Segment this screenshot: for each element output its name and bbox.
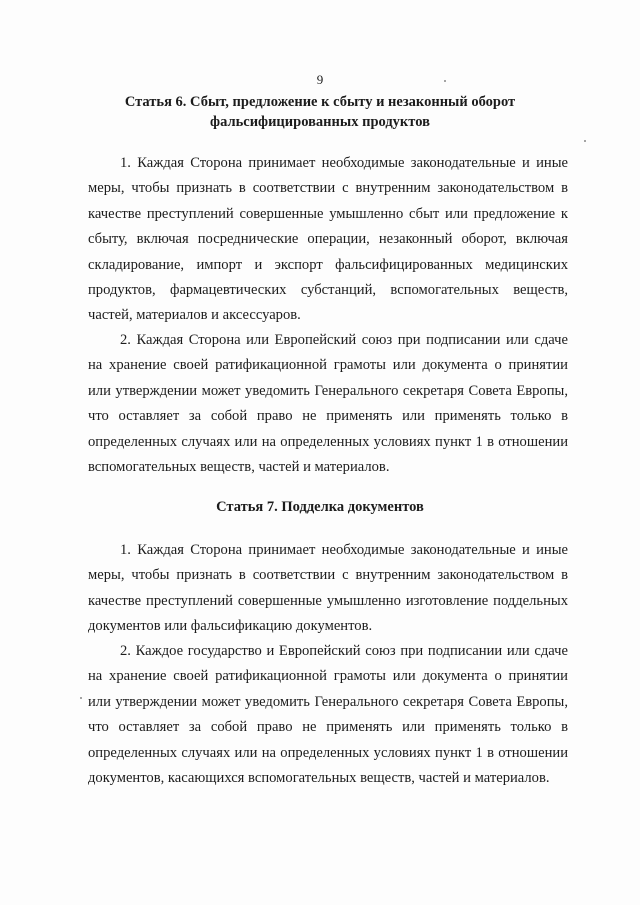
article-7-heading — [0, 497, 640, 517]
article-7-title: Статья 7. Подделка документов — [216, 499, 424, 515]
article-6-paragraph-1: 1. Каждая Сторона принимает необходимые законодательные и иные меры, чтобы признать в соответствии с внутренним законодательством в качестве преступлений совершенные умышленно сбыт или предложение к сбыту, включая посреднические операции, незаконный оборот, включая складирование, импорт и экспорт фальсифицированных медицинских продуктов, фармацевтических субстанций, вспомогательных веществ, частей, материалов и аксессуаров. — [88, 155, 568, 324]
article-6-heading — [0, 92, 640, 132]
article-7-paragraph-1: 1. Каждая Сторона принимает необходимые законодательные и иные меры, чтобы признать в соответствии с внутренним законодательством в качестве преступлений совершенные умышленно изготовление поддельных документов или фальсификацию документов. — [88, 542, 568, 635]
scan-speck — [444, 80, 446, 82]
scan-speck — [80, 697, 82, 699]
scan-speck — [584, 140, 586, 142]
article-7-paragraph-2: 2. Каждое государство и Европейский союз при подписании или сдаче на хранение своей ратификационной грамоты или документа о принятии или утверждении может уведомить Генерального секретаря Совета Европы, что оставляет за собой право не применять или применять только в определенных случаях или на определенных условиях пункт 1 в отношении документов, касающихся вспомогательных веществ, частей и материалов. — [88, 643, 568, 787]
article-6-title-line-1: Статья 6. Сбыт, предложение к сбыту и незаконный оборот — [124, 94, 516, 110]
page-number: 9 — [316, 72, 324, 87]
article-6-title-line-2: фальсифицированных продуктов — [210, 114, 430, 130]
article-6-paragraph-2: 2. Каждая Сторона или Европейский союз при подписании или сдаче на хранение своей ратификационной грамоты или документа о принятии или утверждении может уведомить Генерального секретаря Совета Европы, что оставляет за собой право не применять или применять только в определенных случаях или на определенных условиях пункт 1 в отношении вспомогательных веществ, частей и материалов. — [88, 332, 568, 476]
